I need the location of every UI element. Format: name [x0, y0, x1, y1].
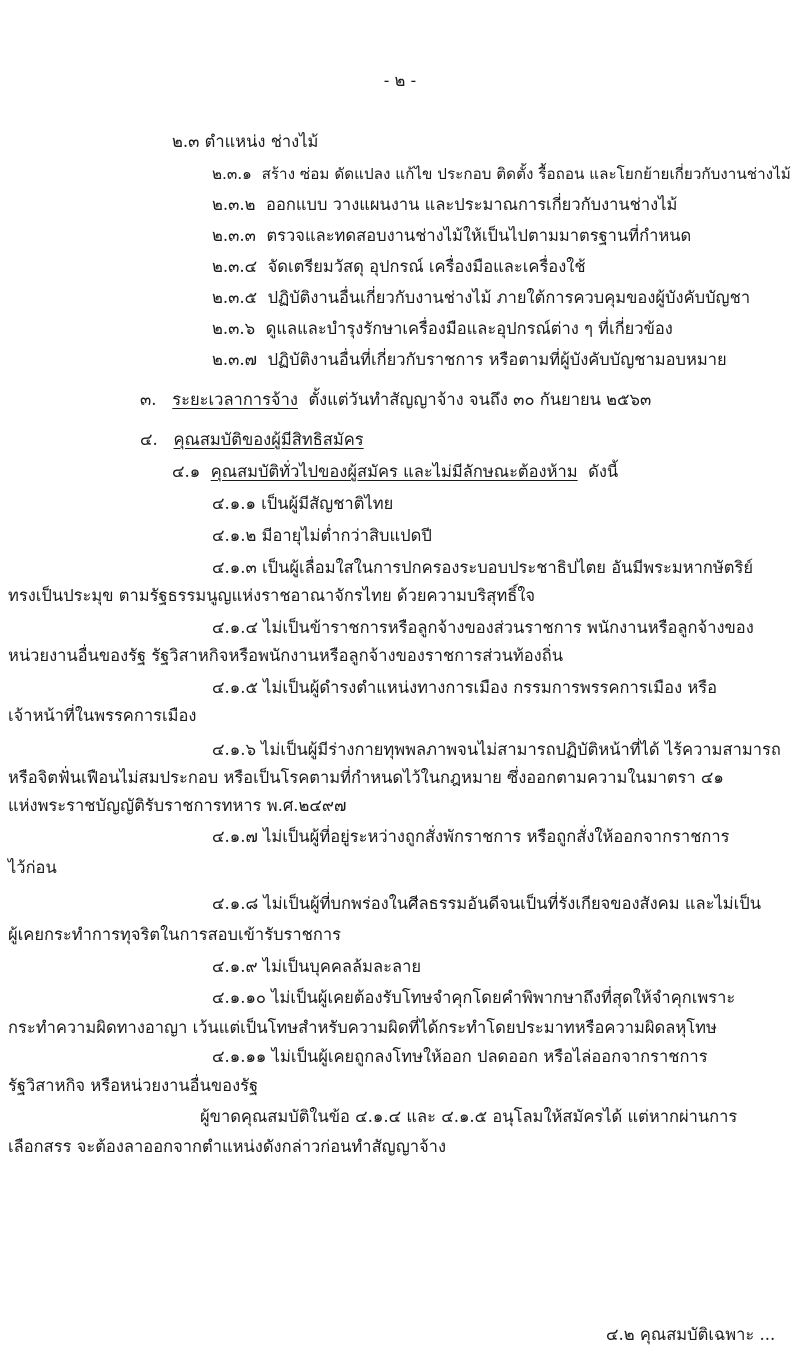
section-2-3-heading: ๒.๓ ตำแหน่ง ช่างไม้	[172, 132, 319, 151]
note-line-1: ผู้ขาดคุณสมบัติในข้อ ๔.๑.๔ และ ๔.๑.๕ อนุโลมให้สมัครได้ แต่หากผ่านการ	[200, 1107, 738, 1126]
item-4-1-7-line-1: ๔.๑.๗ ไม่เป็นผู้ที่อยู่ระหว่างถูกสั่งพักราชการ หรือถูกสั่งให้ออกจากราชการ	[212, 827, 730, 846]
section-suffix: ดังนี้	[588, 462, 619, 481]
item-4-1-10-line-1: ๔.๑.๑๐ ไม่เป็นผู้เคยต้องรับโทษจำคุกโดยคำพิพากษาถึงที่สุดให้จำคุกเพราะ	[212, 988, 736, 1007]
section-number: ๔.๑	[172, 462, 201, 481]
item-4-1-11-line-2: รัฐวิสาหกิจ หรือหน่วยงานอื่นของรัฐ	[8, 1076, 259, 1095]
section-2-3-item-7	[212, 349, 727, 371]
item-number: ๒.๓.๔	[212, 257, 258, 276]
footer-continuation: ๔.๒ คุณสมบัติเฉพาะ ...	[606, 1325, 776, 1344]
item-4-1-6-line-2: หรือจิตฟั่นเฟือนไม่สมประกอบ หรือเป็นโรคตามที่กำหนดไว้ในกฎหมาย ซึ่งออกตามความในมาตรา ๔๑	[8, 768, 724, 787]
section-title: คุณสมบัติของผู้มีสิทธิสมัคร	[173, 430, 364, 449]
section-text: ตั้งแต่วันทำสัญญาจ้าง จนถึง ๓๐ กันยายน ๒๕๖๓	[308, 390, 652, 409]
section-number: ๔.	[140, 430, 158, 449]
item-number: ๒.๓.๓	[212, 226, 256, 245]
item-4-1-3-line-2: ทรงเป็นประมุข ตามรัฐธรรมนูญแห่งราชอาณาจักรไทย ด้วยความบริสุทธิ์ใจ	[8, 586, 536, 605]
item-4-1-8-line-2: ผู้เคยกระทำการทุจริตในการสอบเข้ารับราชการ	[8, 925, 341, 944]
item-4-1-5-line-1: ๔.๑.๕ ไม่เป็นผู้ดำรงตำแหน่งทางการเมือง กรรมการพรรคการเมือง หรือ	[212, 678, 718, 697]
item-number: ๒.๓.๖	[212, 319, 256, 338]
item-4-1-5-line-2: เจ้าหน้าที่ในพรรคการเมือง	[8, 706, 197, 725]
item-4-1-6-line-3: แห่งพระราชบัญญัติรับราชการทหาร พ.ศ.๒๔๙๗	[8, 796, 347, 815]
section-2-3-item-3	[212, 225, 691, 247]
item-text: ตรวจและทดสอบงานช่างไม้ให้เป็นไปตามมาตรฐานที่กำหนด	[266, 226, 692, 245]
item-4-1-8-line-1: ๔.๑.๘ ไม่เป็นผู้ที่บกพร่องในศีลธรรมอันดีจนเป็นที่รังเกียจของสังคม และไม่เป็น	[212, 894, 762, 913]
item-text: ปฏิบัติงานอื่นเกี่ยวกับงานช่างไม้ ภายใต้การควบคุมของผู้บังคับบัญชา	[267, 288, 751, 307]
item-4-1-9: ๔.๑.๙ ไม่เป็นบุคคลล้มละลาย	[212, 957, 422, 976]
page-number: - ๒ -	[383, 71, 417, 90]
section-title: คุณสมบัติทั่วไปของผู้สมัคร และไม่มีลักษณะต้องห้าม	[210, 462, 578, 481]
item-text: จัดเตรียมวัสดุ อุปกรณ์ เครื่องมือและเครื่องใช้	[267, 257, 586, 276]
section-2-3-item-5	[212, 287, 750, 309]
item-number: ๒.๓.๗	[212, 350, 258, 369]
item-number: ๒.๓.๑	[212, 165, 252, 183]
section-number: ๓.	[140, 390, 157, 409]
item-4-1-4-line-2: หน่วยงานอื่นของรัฐ รัฐวิสาหกิจหรือพนักงานหรือลูกจ้างของราชการส่วนท้องถิ่น	[8, 646, 563, 665]
item-number: ๒.๓.๕	[212, 288, 258, 307]
section-title: ระยะเวลาการจ้าง	[172, 390, 298, 409]
item-text: สร้าง ซ่อม ดัดแปลง แก้ไข ประกอบ ติดตั้ง รื้อถอน และโยกย้ายเกี่ยวกับงานช่างไม้	[261, 165, 791, 183]
item-text: ปฏิบัติงานอื่นที่เกี่ยวกับราชการ หรือตามที่ผู้บังคับบัญชามอบหมาย	[267, 350, 727, 369]
section-2-3-item-4	[212, 256, 586, 278]
item-4-1-7-line-2: ไว้ก่อน	[8, 858, 57, 877]
item-4-1-1: ๔.๑.๑ เป็นผู้มีสัญชาติไทย	[212, 494, 394, 513]
item-text: ดูแลและบำรุงรักษาเครื่องมือและอุปกรณ์ต่าง ๆ ที่เกี่ยวข้อง	[265, 319, 673, 338]
item-4-1-6-line-1: ๔.๑.๖ ไม่เป็นผู้มีร่างกายทุพพลภาพจนไม่สามารถปฏิบัติหน้าที่ได้ ไร้ความสามารถ	[212, 740, 781, 759]
section-2-3-item-2	[212, 194, 677, 216]
section-4-heading	[140, 429, 364, 451]
item-4-1-4-line-1: ๔.๑.๔ ไม่เป็นข้าราชการหรือลูกจ้างของส่วนราชการ พนักงานหรือลูกจ้างของ	[212, 618, 754, 637]
item-4-1-3-line-1: ๔.๑.๓ เป็นผู้เลื่อมใสในการปกครองระบอบประชาธิปไตย อันมีพระมหากษัตริย์	[212, 558, 753, 577]
item-4-1-10-line-2: กระทำความผิดทางอาญา เว้นแต่เป็นโทษสำหรับความผิดที่ได้กระทำโดยประมาทหรือความผิดลหุโทษ	[8, 1018, 717, 1037]
section-4-1-heading	[172, 461, 618, 483]
section-2-3-item-6	[212, 318, 673, 340]
note-line-2: เลือกสรร จะต้องลาออกจากตำแหน่งดังกล่าวก่อนทำสัญญาจ้าง	[8, 1137, 447, 1156]
item-text: ออกแบบ วางแผนงาน และประมาณการเกี่ยวกับงานช่างไม้	[266, 195, 678, 214]
section-3	[140, 389, 651, 411]
item-4-1-2: ๔.๑.๒ มีอายุไม่ต่ำกว่าสิบแปดปี	[212, 526, 432, 545]
item-number: ๒.๓.๒	[212, 195, 256, 214]
item-4-1-11-line-1: ๔.๑.๑๑ ไม่เป็นผู้เคยถูกลงโทษให้ออก ปลดออก หรือไล่ออกจากราชการ	[212, 1047, 708, 1066]
section-2-3-item-1	[212, 163, 791, 185]
